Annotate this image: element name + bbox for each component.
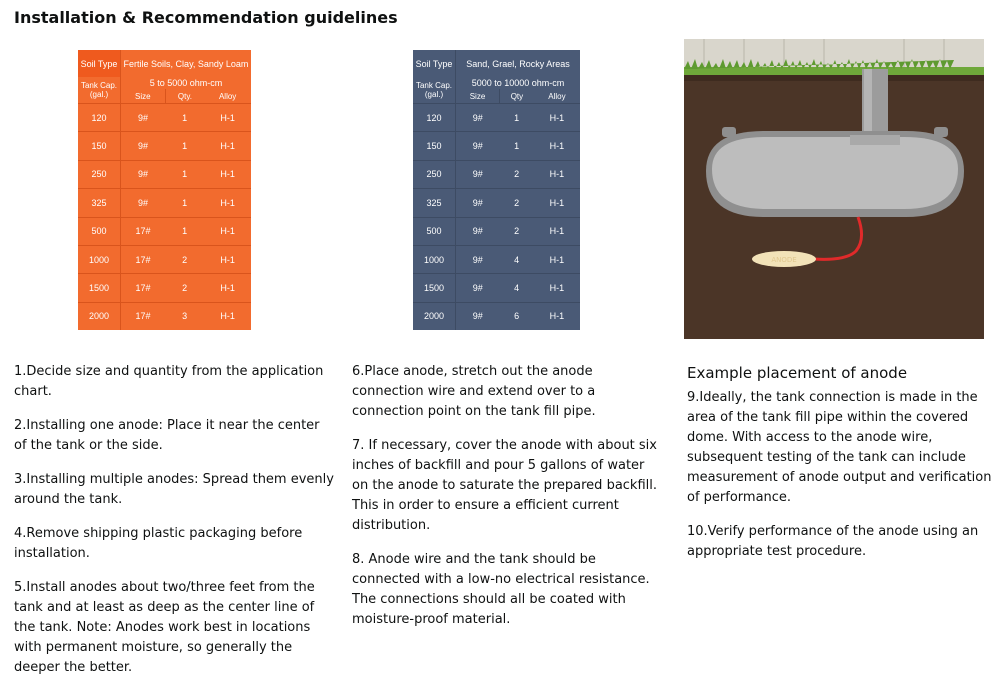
col-size-header: Size	[121, 89, 166, 104]
tank-cap-label: Tank Cap. (gal.)	[413, 77, 456, 104]
alloy-cell: H-1	[204, 274, 251, 302]
alloy-cell: H-1	[534, 160, 580, 188]
qty-cell: 1	[165, 160, 204, 188]
size-cell: 9#	[456, 302, 500, 330]
table-row	[413, 160, 580, 188]
tank-anode-illustration	[684, 39, 984, 339]
step-7: 7. If necessary, cover the anode with about six inches of backfill and pour 5 gallons of water on the anode to saturate the prepared backfill. This in order to ensure a efficient current distribution.	[352, 438, 658, 533]
resistivity-range: 5 to 5000 ohm-cm	[149, 78, 223, 88]
page-title: Installation & Recommendation guidelines	[14, 8, 398, 27]
tank-cap-cell: 150	[413, 132, 456, 160]
alloy-cell: H-1	[204, 160, 251, 188]
size-cell: 9#	[456, 217, 500, 245]
tank-cap-cell: 2000	[78, 302, 121, 330]
steps-column-1	[14, 362, 334, 692]
soil-type-label: Soil Type	[413, 50, 456, 77]
size-cell: 9#	[456, 245, 500, 273]
table-row	[413, 217, 580, 245]
alloy-cell: H-1	[534, 132, 580, 160]
tank-cap-cell: 1500	[413, 274, 456, 302]
alloy-cell: H-1	[204, 104, 251, 132]
alloy-cell: H-1	[534, 245, 580, 273]
alloy-cell: H-1	[204, 217, 251, 245]
soil-type-value: Sand, Grael, Rocky Areas	[466, 58, 570, 69]
col-alloy-header: Alloy	[548, 91, 566, 101]
step-9: 9.Ideally, the tank connection is made in the area of the tank fill pipe within the covered dome. With access to the anode wire, subsequent testing of the tank can include measurement of anode output and verification of performance.	[687, 390, 992, 505]
size-cell: 9#	[456, 160, 500, 188]
alloy-cell: H-1	[204, 302, 251, 330]
anode-chart-fertile-soils	[78, 50, 251, 330]
col-qty-header: Qty.	[177, 91, 192, 101]
steps-column-2	[352, 362, 662, 644]
anode-label: ANODE	[771, 256, 797, 264]
tank-cap-cell: 325	[78, 189, 121, 217]
col-alloy-header: Alloy	[218, 91, 237, 101]
steps-column-3	[687, 362, 992, 576]
size-cell: 9#	[121, 160, 166, 188]
qty-cell: 1	[165, 104, 204, 132]
alloy-cell: H-1	[204, 245, 251, 273]
qty-cell: 6	[499, 302, 533, 330]
qty-cell: 3	[165, 302, 204, 330]
table-row	[78, 245, 251, 273]
size-cell: 9#	[121, 189, 166, 217]
size-cell: 17#	[121, 217, 166, 245]
table-row	[413, 274, 580, 302]
table-row	[78, 104, 251, 132]
tank-cap-cell: 120	[413, 104, 456, 132]
tank-cap-cell: 325	[413, 189, 456, 217]
tank-cap-cell: 1500	[78, 274, 121, 302]
table-row	[413, 245, 580, 273]
alloy-cell: H-1	[204, 189, 251, 217]
table-row	[78, 132, 251, 160]
alloy-cell: H-1	[204, 132, 251, 160]
size-cell: 9#	[456, 189, 500, 217]
qty-cell: 2	[499, 217, 533, 245]
alloy-cell: H-1	[534, 189, 580, 217]
qty-cell: 4	[499, 245, 533, 273]
alloy-cell: H-1	[534, 302, 580, 330]
table-row	[78, 302, 251, 330]
tank-cap-cell: 1000	[78, 245, 121, 273]
alloy-cell: H-1	[534, 217, 580, 245]
size-cell: 9#	[121, 132, 166, 160]
tank-cap-cell: 1000	[413, 245, 456, 273]
qty-cell: 1	[499, 104, 533, 132]
qty-cell: 2	[165, 274, 204, 302]
resistivity-range: 5000 to 10000 ohm-cm	[471, 78, 565, 88]
table-row	[78, 274, 251, 302]
col-size-header: Size	[456, 89, 500, 104]
table-row	[413, 104, 580, 132]
alloy-cell: H-1	[534, 104, 580, 132]
qty-cell: 1	[165, 189, 204, 217]
size-cell: 9#	[456, 132, 500, 160]
qty-cell: 2	[499, 189, 533, 217]
tank-cap-cell: 150	[78, 132, 121, 160]
size-cell: 9#	[456, 274, 500, 302]
qty-cell: 4	[499, 274, 533, 302]
qty-cell: 1	[165, 132, 204, 160]
step-2: 2.Installing one anode: Place it near the center of the tank or the side.	[14, 418, 320, 453]
qty-cell: 2	[499, 160, 533, 188]
table-row	[78, 217, 251, 245]
step-1: 1.Decide size and quantity from the application chart.	[14, 364, 324, 399]
tank-cap-cell: 250	[413, 160, 456, 188]
qty-cell: 2	[165, 245, 204, 273]
qty-cell: 1	[499, 132, 533, 160]
anode-chart-sandy-rocky	[413, 50, 580, 330]
table-row	[413, 302, 580, 330]
soil-type-label: Soil Type	[78, 50, 121, 77]
size-cell: 9#	[456, 104, 500, 132]
alloy-cell: H-1	[534, 274, 580, 302]
example-heading: Example placement of anode	[687, 364, 908, 382]
size-cell: 9#	[121, 104, 166, 132]
step-6: 6.Place anode, stretch out the anode connection wire and extend over to a connection point on the tank fill pipe.	[352, 364, 596, 419]
tank-cap-cell: 2000	[413, 302, 456, 330]
tank-cap-cell: 500	[413, 217, 456, 245]
step-5: 5.Install anodes about two/three feet from the tank and at least as deep as the center line of the tank. Note: Anodes work best in locations with permanent moisture, so generally the deeper the better.	[14, 580, 315, 675]
step-4: 4.Remove shipping plastic packaging before installation.	[14, 526, 303, 561]
tank-cap-label: Tank Cap. (gal.)	[78, 77, 121, 104]
table-row	[413, 189, 580, 217]
size-cell: 17#	[121, 302, 166, 330]
tank-cap-cell: 120	[78, 104, 121, 132]
size-cell: 17#	[121, 274, 166, 302]
step-10: 10.Verify performance of the anode using an appropriate test procedure.	[687, 524, 979, 559]
tank-cap-cell: 250	[78, 160, 121, 188]
qty-cell: 1	[165, 217, 204, 245]
col-qty-header: Qty	[510, 91, 524, 101]
tank-cap-cell: 500	[78, 217, 121, 245]
table-row	[78, 189, 251, 217]
table-row	[78, 160, 251, 188]
table-row	[413, 132, 580, 160]
step-3: 3.Installing multiple anodes: Spread them evenly around the tank.	[14, 472, 334, 507]
soil-type-value: Fertile Soils, Clay, Sandy Loam	[123, 58, 249, 69]
step-8: 8. Anode wire and the tank should be connected with a low-no electrical resistance. The connections should all be coated with moisture-proof material.	[352, 552, 650, 627]
size-cell: 17#	[121, 245, 166, 273]
